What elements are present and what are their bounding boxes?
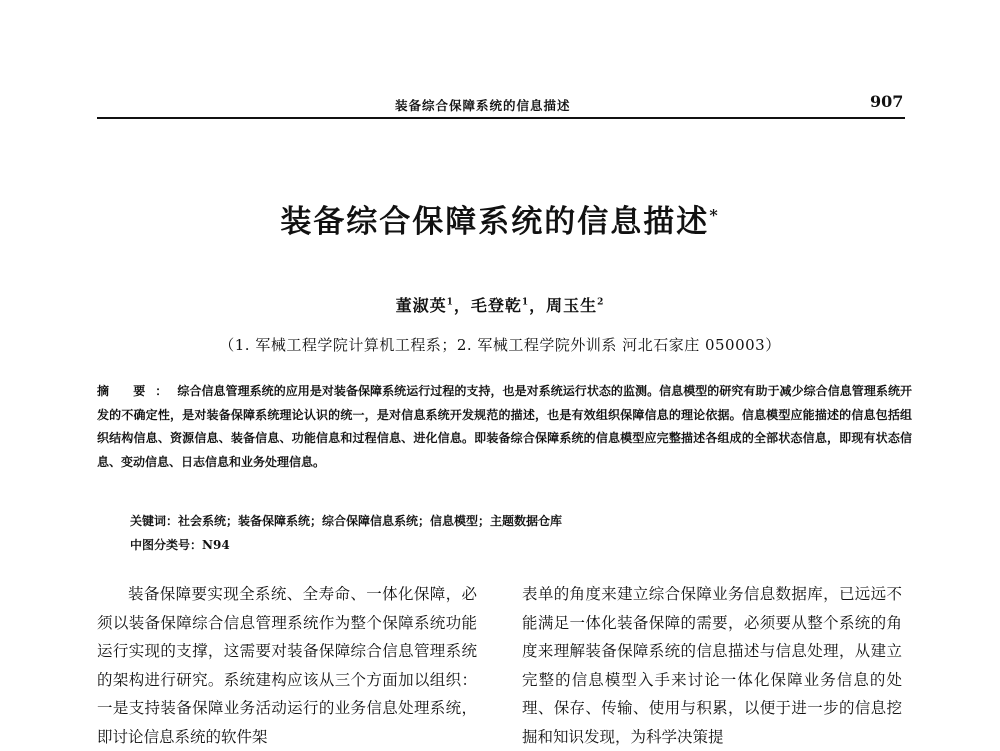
author-name: 周玉生: [546, 296, 598, 315]
affiliation: （1. 军械工程学院计算机工程系；2. 军械工程学院外训系 河北石家庄 050003）: [219, 336, 781, 354]
author-separator: ，: [453, 296, 471, 315]
running-header: [0, 90, 1000, 120]
body-left-column: 装备保障要实现全系统、全寿命、一体化保障，必须以装备保障综合信息管理系统作为整个保障系统功能运行实现的支撑，这需要对装备保障综合信息管理系统的架构进行研究。系统建构应该从三个方面加以组织：一是支持装备保障业务活动运行的业务信息处理系统，即讨论信息系统的软件架: [97, 585, 477, 746]
body-right-column: 表单的角度来建立综合保障业务信息数据库，已远远不能满足一体化装备保障的需要，必须要从整个系统的角度来理解装备保障系统的信息描述与信息处理，从建立完整的信息模型入手来讨论一体化保障业务信息的处理、保存、传输、使用与积累，以便于进一步的信息挖掘和知识发现，为科学决策提: [522, 585, 902, 746]
title-text: 装备综合保障系统的信息描述: [280, 204, 710, 240]
paper-title: [0, 196, 1000, 241]
author-list: [0, 293, 1000, 316]
author-affiliation-mark: 2: [597, 297, 605, 308]
title-footnote-mark: *: [709, 205, 720, 225]
classification: [130, 536, 230, 553]
author-name: 董淑英: [395, 296, 447, 315]
classification-text: N94: [202, 538, 230, 552]
author-separator: ，: [529, 296, 547, 315]
running-title: 装备综合保障系统的信息描述: [395, 98, 571, 113]
author-affiliation-mark: 1: [446, 297, 454, 308]
classification-label: 中图分类号：: [130, 538, 203, 552]
author-name: 毛登乾: [470, 296, 522, 315]
header-rule: [97, 117, 905, 119]
abstract-text: 综合信息管理系统的应用是对装备保障系统运行过程的支持，也是对系统运行状态的监测。信息模型的研究有助于减少综合信息管理系统开发的不确定性，是对装备保障系统理论认识的统一，是对信息系统开发规范的描述，也是有效组织保障信息的理论依据。信息模型应能描述的信息包括组织结构信息、资源信息、装备信息、功能信息和过程信息、进化信息。即装备综合保障系统的信息模型应完整描述各组成的全部状态信息，即现有状态信息、变动信息、日志信息和业务处理信息。: [97, 384, 912, 469]
author-affiliation-mark: 1: [521, 297, 530, 308]
abstract: [97, 380, 912, 474]
abstract-label: 摘 要：: [97, 384, 178, 398]
keywords-text: 社会系统；装备保障系统；综合保障信息系统；信息模型；主题数据仓库: [178, 514, 563, 528]
keywords-label: 关键词：: [130, 514, 179, 528]
keywords: [130, 512, 562, 529]
page-number: 907: [870, 92, 904, 111]
